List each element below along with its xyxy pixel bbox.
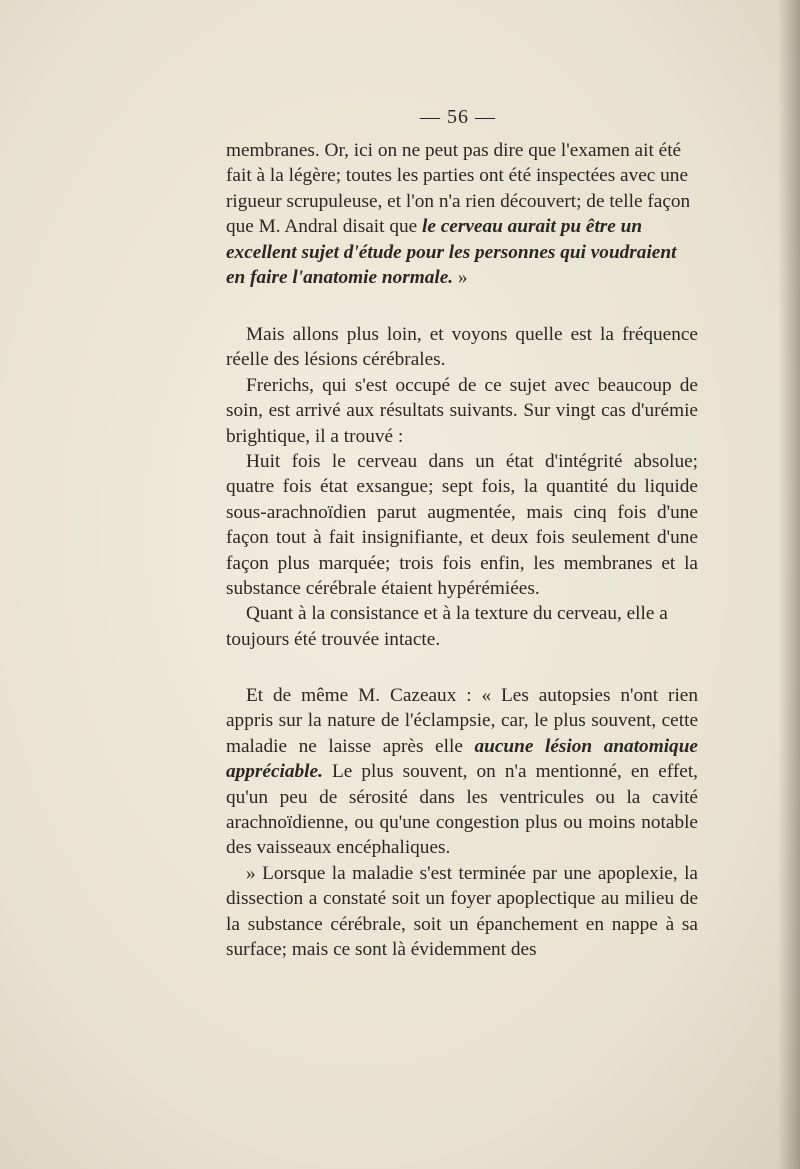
paragraph: Quant à la consistance et à la texture du cerveau, elle a toujours été trouvée intacte. (226, 603, 668, 650)
text-block-3 (226, 683, 698, 962)
paragraph (226, 138, 698, 290)
paragraph-text: Le plus souvent, on n'a mentionné, en effet, qu'un peu de sérosité dans les ventricules ou la cavité arachnoïdienne, ou qu'une congestion plus ou moins notable des vaisseaux encéphaliques. (226, 761, 698, 859)
closing-quote-mark: » (453, 267, 468, 289)
text-block-1 (226, 138, 698, 290)
paragraph: » Lorsque la maladie s'est terminée par une apoplexie, la dissection a constaté soit un foyer apoplectique au milieu de la substance cérébrale, soit un épanchement en nappe à sa surface; mais ce sont là évidemment des (226, 862, 698, 961)
paragraph: Frerichs, qui s'est occupé de ce sujet avec beaucoup de soin, est arrivé aux résultats suivants. Sur vingt cas d'urémie brightique, il a trouvé : (226, 374, 698, 447)
text-block-2 (226, 322, 698, 652)
paragraph: Mais allons plus loin, et voyons quelle est la fréquence réelle des lésions cérébrales. (226, 324, 698, 371)
page-number: — 56 — (420, 106, 496, 128)
paragraph-text: membranes. Or, ici on ne peut pas dire que l'examen ait été fait à la légère; toutes les parties ont été inspectées avec une rigueur scrupuleuse, et l'on n'a rien découvert; de telle façon que M. Andral disait que (226, 140, 691, 238)
page-edge-shadow (778, 0, 800, 1169)
italic-quote: le cerveau aurait pu être un excellent sujet d'étude pour les personnes qui voudraient en faire l'anatomie normale. (226, 216, 677, 289)
paragraph: Huit fois le cerveau dans un état d'intégrité absolue; quatre fois état exsangue; sept fois, la quantité du liquide sous-arachnoïdien parut augmentée, mais cinq fois d'une façon tout à fait insignifiante, et deux fois seulement d'une façon plus marquée; trois fois enfin, les membranes et la substance cérébrale étaient hypérémiées. (226, 451, 698, 600)
paragraph (226, 683, 698, 861)
paragraph-text: Et de même M. Cazeaux : « Les autopsies n'ont rien appris sur la nature de l'éclampsie, car, le plus souvent, cette maladie ne laisse après elle (226, 685, 698, 757)
italic-phrase: aucune lésion anatomique appréciable. (226, 735, 698, 783)
